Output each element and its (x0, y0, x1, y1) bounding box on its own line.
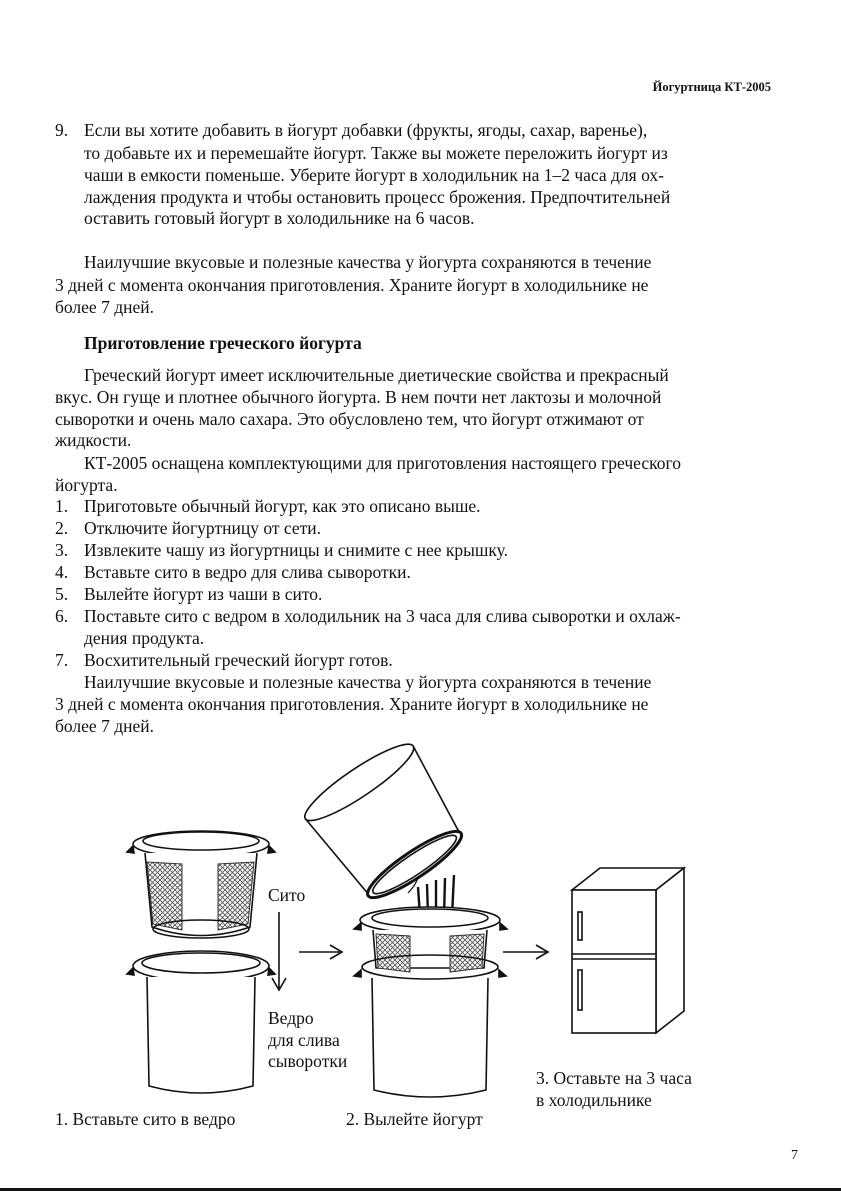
tilted-bowl-drawing (298, 734, 476, 911)
step-number: 7. (55, 650, 69, 670)
item-9-line: Если вы хотите добавить в йогурт добавки (фрукты, ягоды, сахар, варенье), (84, 120, 648, 140)
step-text: Поставьте сито с ведром в холодильник на 3 часа для слива сыворотки и охлаж- (84, 606, 681, 626)
paragraph-line: Греческий йогурт имеет исключительные диетические свойства и прекрасный (84, 365, 669, 385)
paragraph-line: более 7 дней. (55, 716, 154, 736)
sieve-drawing (127, 831, 275, 938)
bottom-rule (0, 1188, 841, 1191)
step-text: Извлеките чашу из йогуртницы и снимите с нее крышку. (84, 540, 508, 560)
item-9-line: то добавьте их и перемешайте йогурт. Также вы можете переложить йогурт из (84, 143, 668, 163)
paragraph-line: 3 дней с момента окончания приготовления. Храните йогурт в холодильнике не (55, 275, 649, 295)
item-9-line: лаждения продукта и чтобы остановить процесс брожения. Предпочтительней (84, 187, 671, 207)
bucket-label: сыворотки (268, 1051, 348, 1071)
step-number: 4. (55, 562, 69, 582)
step-number: 3. (55, 540, 69, 560)
step-number: 6. (55, 606, 69, 626)
bucket-label: для слива (268, 1030, 340, 1050)
bucket-label: Ведро (268, 1008, 314, 1028)
sieve-in-bucket-drawing (354, 907, 507, 1097)
step-text: Вставьте сито в ведро для слива сыворотки. (84, 562, 411, 582)
step-text: Восхитительный греческий йогурт готов. (84, 650, 393, 670)
step-number: 1. (55, 496, 69, 516)
paragraph-line: более 7 дней. (55, 297, 154, 317)
paragraph-line: Наилучшие вкусовые и полезные качества у йогурта сохраняются в течение (84, 252, 652, 272)
paragraph-line: 3 дней с момента окончания приготовления. Храните йогурт в холодильнике не (55, 694, 649, 714)
paragraph-line: вкус. Он гуще и плотнее обычного йогурта. В нем почти нет лактозы и молочной (55, 387, 662, 407)
step3-caption: в холодильнике (536, 1090, 652, 1110)
item-9-number: 9. (55, 120, 69, 140)
right-arrow-icon (503, 945, 548, 959)
step-text: Вылейте йогурт из чаши в сито. (84, 584, 323, 604)
step-number: 2. (55, 518, 69, 538)
running-header: Йогуртница КТ-2005 (652, 80, 771, 94)
step-text: Отключите йогуртницу от сети. (84, 518, 321, 538)
down-arrow-icon (272, 912, 286, 990)
step-text: дения продукта. (84, 628, 205, 648)
right-arrow-icon (299, 945, 342, 959)
bucket-drawing (127, 951, 275, 1093)
paragraph-line: йогурта. (55, 475, 118, 495)
step-text: Приготовьте обычный йогурт, как это описано выше. (84, 496, 481, 516)
item-9-line: оставить готовый йогурт в холодильнике на 6 часов. (84, 208, 475, 228)
step2-caption: 2. Вылейте йогурт (346, 1109, 483, 1129)
step1-caption: 1. Вставьте сито в ведро (55, 1109, 236, 1129)
paragraph-line: сыворотки и очень мало сахара. Это обусловлено тем, что йогурт отжимают от (55, 409, 644, 429)
paragraph-line: жидкости. (55, 430, 132, 450)
paragraph-line: КТ-2005 оснащена комплектующими для приготовления настоящего греческого (84, 453, 681, 473)
refrigerator-drawing (572, 868, 684, 1033)
section-heading: Приготовление греческого йогурта (84, 333, 362, 353)
sieve-label: Сито (268, 885, 306, 905)
paragraph-line: Наилучшие вкусовые и полезные качества у йогурта сохраняются в течение (84, 672, 652, 692)
step3-caption: 3. Оставьте на 3 часа (536, 1068, 692, 1088)
page-number: 7 (791, 1148, 798, 1163)
item-9-line: чаши в емкости поменьше. Уберите йогурт в холодильник на 1–2 часа для ох- (84, 165, 664, 185)
step-number: 5. (55, 584, 69, 604)
